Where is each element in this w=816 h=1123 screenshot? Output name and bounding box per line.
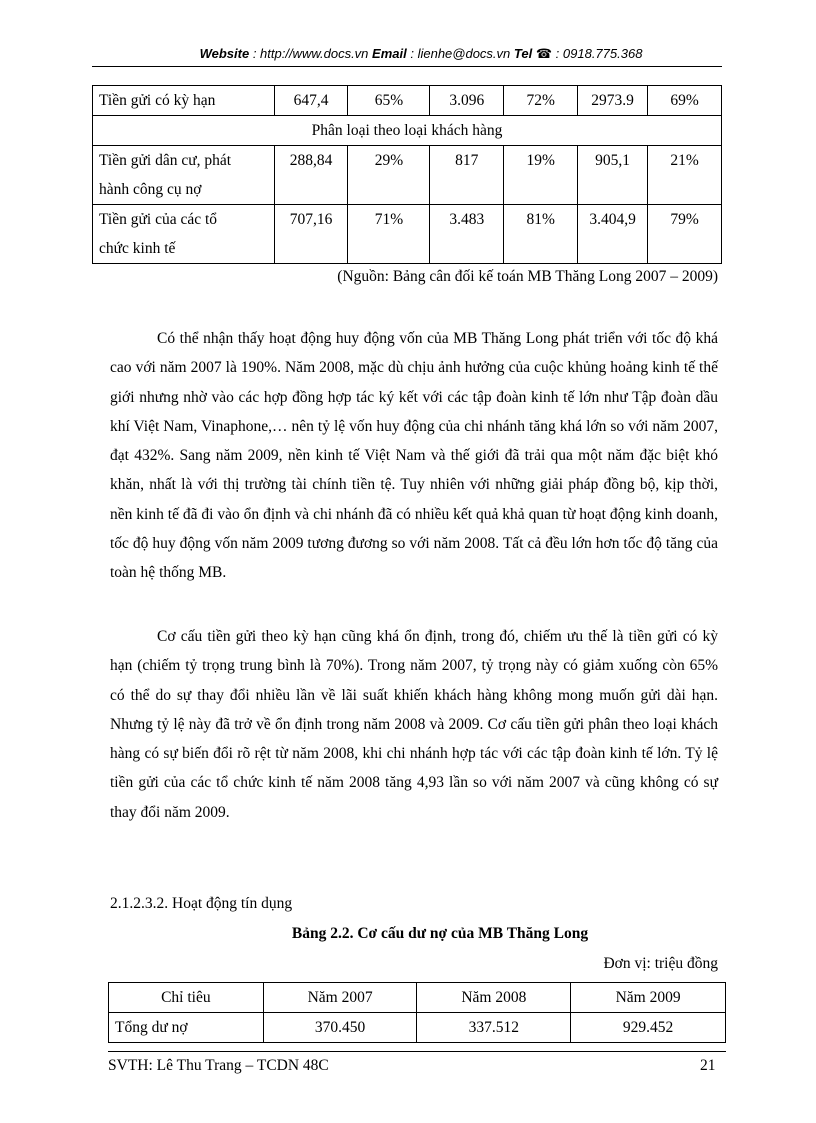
footer-author: SVTH: Lê Thu Trang – TCDN 48C bbox=[108, 1057, 329, 1074]
table-cell: 929.452 bbox=[571, 1013, 726, 1043]
table-cell: 647,4 bbox=[274, 86, 348, 116]
body-paragraph-1 bbox=[110, 324, 718, 588]
table-cell: 288,84 bbox=[274, 146, 348, 205]
table-row bbox=[93, 205, 722, 264]
table-cell: 21% bbox=[648, 146, 722, 205]
row-label bbox=[93, 146, 275, 205]
page-header bbox=[116, 46, 726, 62]
table-cell: 707,16 bbox=[274, 205, 348, 264]
table-cell: 19% bbox=[504, 146, 578, 205]
column-header: Năm 2008 bbox=[417, 983, 571, 1013]
table-cell: 65% bbox=[348, 86, 430, 116]
table-row bbox=[93, 146, 722, 205]
tel-value: : 0918.775.368 bbox=[555, 46, 643, 61]
body-paragraph-2 bbox=[110, 622, 718, 827]
table-cell: 905,1 bbox=[578, 146, 648, 205]
phone-icon: ☎ bbox=[535, 46, 553, 61]
paragraph-text: Có thể nhận thấy hoạt động huy động vốn của MB Thăng Long phát triển với tốc độ khá cao với năm 2007 là 190%. Năm 2008, mặc dù chịu ảnh hưởng của cuộc khủng hoảng kinh tế thế giới nhưng nhờ vào các hợp đồng hợp tác ký kết với các tập đoàn kinh tế lớn như Tập đoàn dầu khí Việt Nam, Vinaphone,… nên tỷ lệ vốn huy động của chi nhánh tăng khá lớn so với năm 2007, đạt 432%. Sang năm 2009, nền kinh tế Việt Nam và thế giới đã trải qua một năm đặc biệt khó khăn, nhất là với thị trường tài chính tiền tệ. Tuy nhiên với những giải pháp đồng bộ, kịp thời, nền kinh tế đã đi vào ổn định và chi nhánh đã có nhiều kết quả khả quan từ hoạt động kinh doanh, tốc độ huy động vốn năm 2009 tương đương so với năm 2008. Tất cả đều lớn hơn tốc độ tăng của toàn hệ thống MB. bbox=[110, 330, 718, 582]
table-cell: 29% bbox=[348, 146, 430, 205]
table-title: Bảng 2.2. Cơ cấu dư nợ của MB Thăng Long bbox=[291, 925, 589, 942]
table-cell: 370.450 bbox=[263, 1013, 417, 1043]
paragraph-text: Cơ cấu tiền gửi theo kỳ hạn cũng khá ổn định, trong đó, chiếm ưu thế là tiền gửi có kỳ hạn (chiếm tỷ trọng trung bình là 70%). Trong năm 2007, tỷ trọng này có giảm xuống còn 65% có thể do sự thay đổi nhiều lần về lãi suất khiến khách hàng không mong muốn gửi dài hạn. Nhưng tỷ lệ này đã trở về ổn định trong năm 2008 và 2009. Cơ cấu tiền gửi phân theo loại khách hàng có sự biến đổi rõ rệt từ năm 2008, khi chi nhánh hợp tác với các tập đoàn kinh tế lớn. Tỷ lệ tiền gửi của các tổ chức kinh tế năm 2008 tăng 4,93 lần so với năm 2007 và cũng không có sự thay đổi năm 2009. bbox=[110, 628, 718, 821]
table-row bbox=[93, 116, 722, 146]
table-header-row bbox=[109, 983, 726, 1013]
row-label bbox=[93, 205, 275, 264]
column-header: Năm 2009 bbox=[571, 983, 726, 1013]
table-cell: 3.483 bbox=[430, 205, 504, 264]
unit-note: Đơn vị: triệu đồng bbox=[603, 955, 718, 972]
row-label: Tiền gửi có kỳ hạn bbox=[93, 86, 275, 116]
email-value: : lienhe@docs.vn bbox=[410, 46, 511, 61]
table-row bbox=[93, 86, 722, 116]
table-cell: 817 bbox=[430, 146, 504, 205]
table-row bbox=[109, 1013, 726, 1043]
deposit-structure-table bbox=[92, 85, 722, 264]
table-cell: 81% bbox=[504, 205, 578, 264]
loan-structure-table bbox=[108, 982, 726, 1043]
row-label-line: Tiền gửi của các tổ bbox=[99, 211, 218, 228]
column-header: Năm 2007 bbox=[263, 983, 417, 1013]
table-cell: 69% bbox=[648, 86, 722, 116]
header-rule bbox=[92, 66, 722, 67]
table-source-note: (Nguồn: Bảng cân đối kế toán MB Thăng Long 2007 – 2009) bbox=[337, 268, 718, 285]
column-header: Chỉ tiêu bbox=[109, 983, 264, 1013]
merged-category-cell: Phân loại theo loại khách hàng bbox=[93, 116, 722, 146]
page-number: 21 bbox=[700, 1057, 716, 1074]
footer-rule bbox=[108, 1051, 726, 1052]
table-cell: 79% bbox=[648, 205, 722, 264]
table-cell: 71% bbox=[348, 205, 430, 264]
website-label: Website bbox=[199, 46, 250, 61]
tel-label: Tel bbox=[513, 46, 533, 61]
table-cell: 3.404,9 bbox=[578, 205, 648, 264]
table-cell: 2973.9 bbox=[578, 86, 648, 116]
row-label: Tổng dư nợ bbox=[109, 1013, 264, 1043]
row-label-line: hành công cụ nợ bbox=[99, 181, 202, 198]
website-value: : http://www.docs.vn bbox=[252, 46, 369, 61]
table-cell: 3.096 bbox=[430, 86, 504, 116]
section-heading: 2.1.2.3.2. Hoạt động tín dụng bbox=[110, 895, 293, 912]
row-label-line: chức kinh tế bbox=[99, 240, 176, 257]
table-cell: 337.512 bbox=[417, 1013, 571, 1043]
row-label-line: Tiền gửi dân cư, phát bbox=[99, 152, 232, 169]
table-cell: 72% bbox=[504, 86, 578, 116]
email-label: Email bbox=[372, 46, 407, 61]
